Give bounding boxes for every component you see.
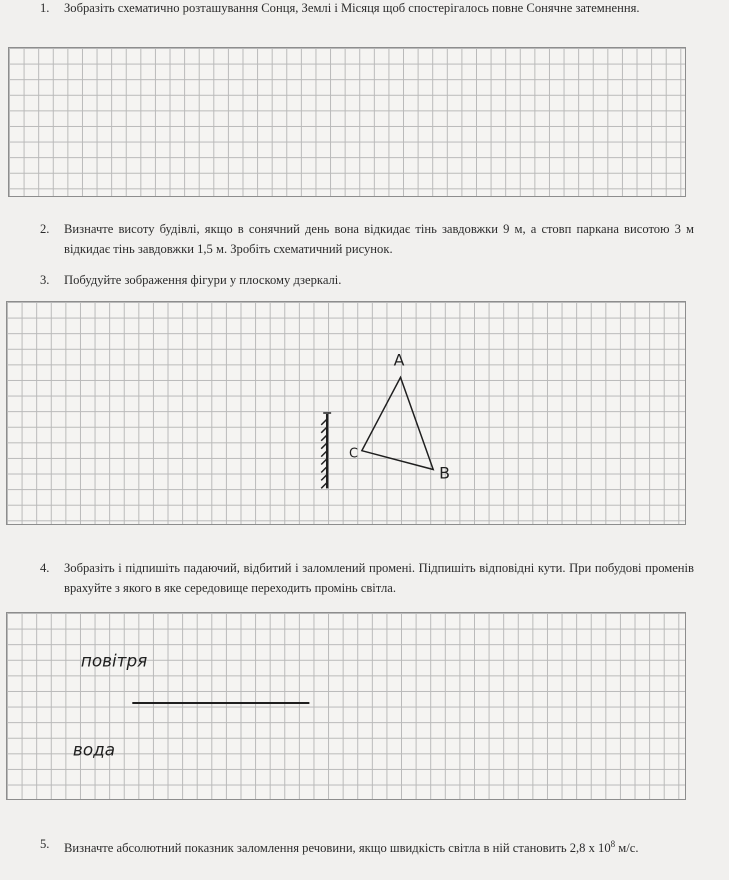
task-text-main: Визначте абсолютний показник заломлення речовини, якщо швидкість світла в ній становить 2,8 х 10	[64, 841, 611, 856]
task-number: 3.	[40, 273, 50, 287]
task-number: 1.	[40, 1, 50, 15]
triangle-abc	[362, 377, 433, 469]
task-text-unit: м/с.	[615, 841, 639, 856]
task-5	[40, 834, 694, 858]
task-1	[40, 0, 694, 18]
task-text: Зобразіть схематично розташування Сонця, Землі і Місяця щоб спостерігалось повне Сонячне затемнення.	[64, 1, 640, 15]
plane-mirror	[321, 413, 331, 488]
task-text: Визначте висоту будівлі, якщо в сонячний день вона відкидає тінь завдовжки 9 м, а стовп паркана висотою 3 м відкидає тінь завдовжки 1,5 м. Зробіть схематичний рисунок.	[64, 222, 694, 256]
task-number: 2.	[40, 222, 50, 236]
task-4	[40, 558, 694, 598]
task-number: 5.	[40, 837, 50, 851]
task-number: 4.	[40, 561, 50, 575]
task-text: Зобразіть і підпишіть падаючий, відбитий і заломлений промені. Підпишіть відповідні кути. При побудові променів врахуйте з якого в яке середовище переходить промінь світла.	[64, 561, 694, 595]
medium-air-label: повітря	[80, 650, 148, 671]
mirror-figure-drawing	[7, 302, 685, 524]
task-3	[40, 270, 694, 290]
refraction-drawing	[7, 613, 685, 799]
task-2	[40, 219, 694, 259]
vertex-a-label: A	[393, 350, 405, 370]
vertex-c-label: C	[348, 446, 358, 462]
medium-water-label: вода	[72, 739, 116, 760]
answer-grid-4[interactable]	[6, 612, 686, 800]
answer-grid-3[interactable]	[6, 301, 686, 525]
task-text-exponent: 8	[610, 839, 616, 849]
task-text	[64, 834, 694, 858]
vertex-b-label: B	[439, 463, 451, 483]
answer-grid-1[interactable]	[8, 47, 686, 197]
task-text: Побудуйте зображення фігури у плоскому дзеркалі.	[64, 273, 342, 287]
